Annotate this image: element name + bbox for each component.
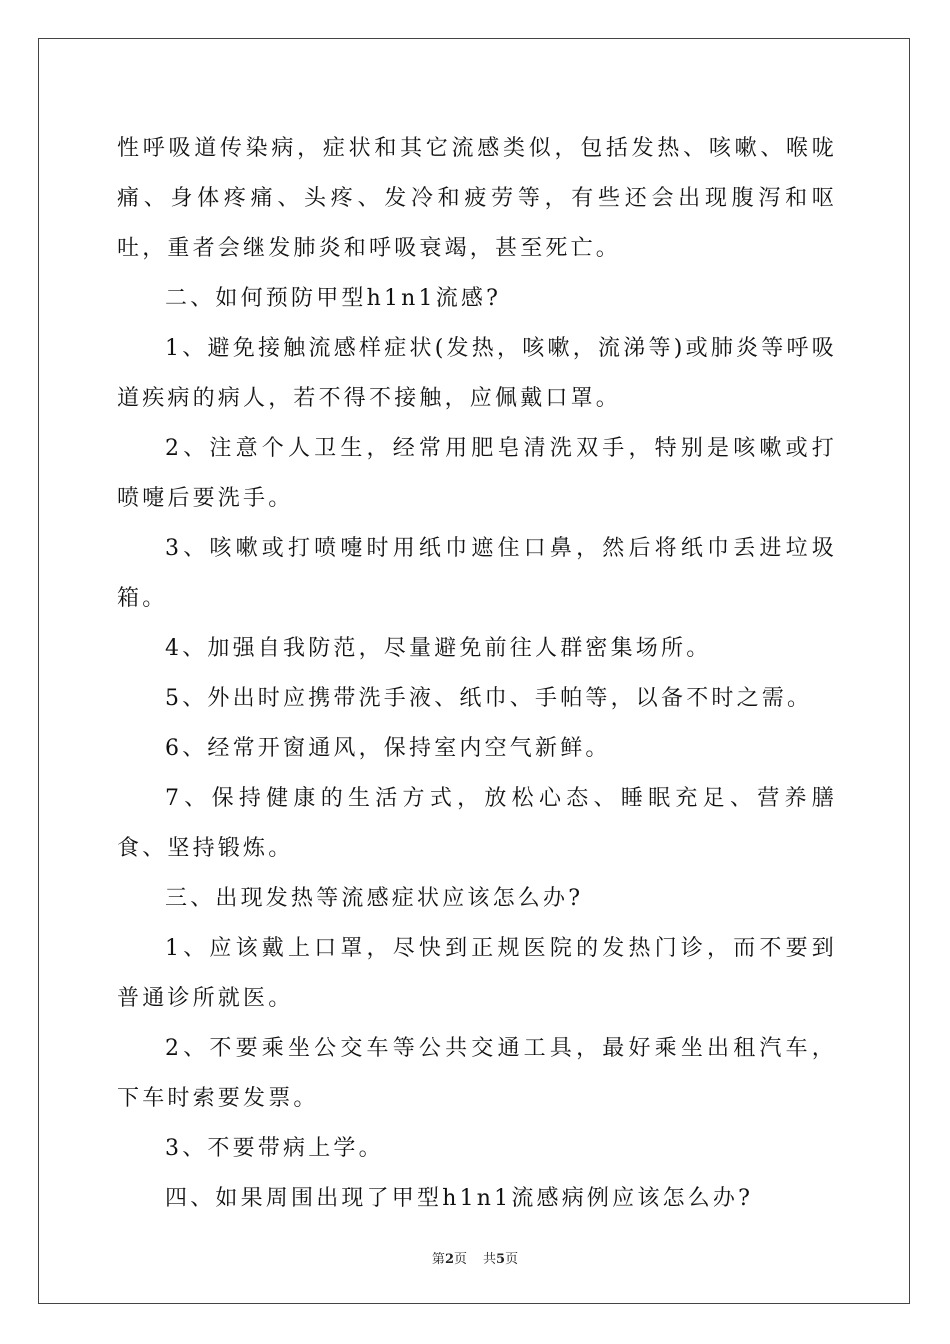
total-suffix: 页 <box>505 1252 519 1267</box>
page-suffix: 页 <box>453 1252 467 1267</box>
symptoms-item-1: 1、应该戴上口罩，尽快到正规医院的发热门诊，而不要到普通诊所就医。 <box>117 936 837 1011</box>
section-heading-cases: 四、如果周围出现了甲型h1n1流感病例应该怎么办? <box>165 1186 754 1211</box>
section-heading-symptoms: 三、出现发热等流感症状应该怎么办? <box>165 886 584 911</box>
prevention-item-2: 2、注意个人卫生，经常用肥皂清洗双手，特别是咳嗽或打喷嚏后要洗手。 <box>117 436 837 511</box>
symptoms-item-2: 2、不要乘坐公交车等公共交通工具，最好乘坐出租汽车，下车时索要发票。 <box>117 1036 837 1111</box>
total-pages: 5 <box>496 1252 506 1267</box>
prevention-item-1: 1、避免接触流感样症状(发热，咳嗽，流涕等)或肺炎等呼吸道疾病的病人，若不得不接触，应佩戴口罩。 <box>117 336 837 411</box>
total-prefix: 共 <box>483 1252 497 1267</box>
page-prefix: 第 <box>431 1252 445 1267</box>
prevention-item-4: 4、加强自我防范，尽量避免前往人群密集场所。 <box>165 636 712 661</box>
symptoms-item-3: 3、不要带病上学。 <box>165 1136 384 1161</box>
prevention-item-5: 5、外出时应携带洗手液、纸巾、手帕等，以备不时之需。 <box>165 686 813 711</box>
page-number: 2 <box>444 1252 454 1267</box>
prevention-item-3: 3、咳嗽或打喷嚏时用纸巾遮住口鼻，然后将纸巾丢进垃圾箱。 <box>117 536 837 611</box>
page-footer <box>0 1248 950 1267</box>
section-heading-prevention: 二、如何预防甲型h1n1流感? <box>165 286 502 311</box>
prevention-item-6: 6、经常开窗通风，保持室内空气新鲜。 <box>165 736 611 761</box>
prevention-item-7: 7、保持健康的生活方式，放松心态、睡眠充足、营养膳食、坚持锻炼。 <box>117 786 837 861</box>
paragraph-continuation: 性呼吸道传染病，症状和其它流感类似，包括发热、咳嗽、喉咙痛、身体疼痛、头疼、发冷和疲劳等，有些还会出现腹泻和呕吐，重者会继发肺炎和呼吸衰竭，甚至死亡。 <box>117 136 837 261</box>
document-body <box>117 124 837 1224</box>
